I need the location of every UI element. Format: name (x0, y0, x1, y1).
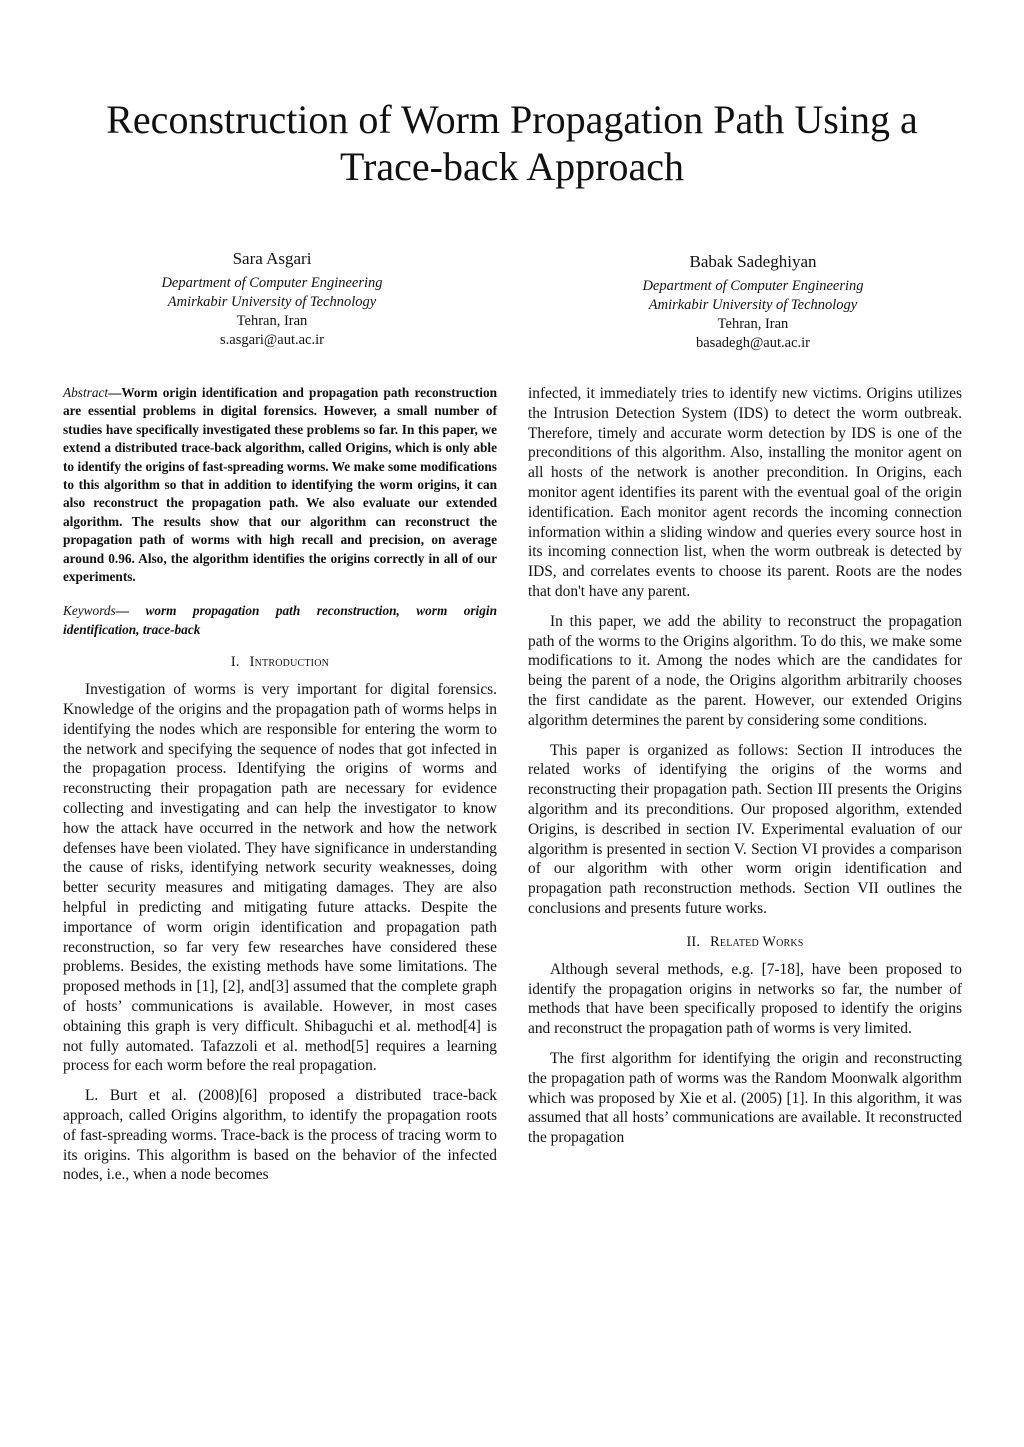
intro-paragraph-2-continued: infected, it immediately tries to identify new victims. Origins utilizes the Intrusion Detection System (IDS) to detect the worm outbreak. Therefore, timely and accurate worm detection by IDS is one of the preconditions of this algorithm. Also, installing the monitor agent on all hosts of the network is another precondition. In Origins, each monitor agent identifies its parent with the eventual goal of the origin identification. Each monitor agent records the incoming connection information within a sliding window and queries every source host in its incoming connection list, when the worm outbreak is detected by IDS, and correlates events to choose its parent. Roots are the nodes that don't have any parent. (528, 385, 962, 600)
related-paragraph-1: Although several methods, e.g. [7-18], have been proposed to identify the propagation origins in networks so far, the number of methods that have been specifically proposed to identify the origins and reconstruct the propagation path of worms is very limited. (528, 960, 962, 1038)
section-number: II. (686, 933, 701, 950)
keywords-text: — worm propagation path reconstruction, worm origin identification, trace-back (63, 603, 497, 637)
section-title: Related Works (710, 933, 804, 950)
author-name: Babak Sadeghiyan (689, 252, 817, 271)
right-column (528, 384, 962, 1148)
keywords (63, 602, 497, 639)
author-department: Department of Computer Engineering (161, 275, 383, 291)
section-heading-related-works (528, 933, 962, 952)
author-location: Tehran, Iran (717, 316, 789, 332)
section-title: Introduction (249, 654, 330, 671)
intro-paragraph-3: In this paper, we add the ability to reconstruct the propagation path of the worms to the Origins algorithm. To do this, we make some modifications to it. Among the nodes which are the candidates for being the parent of a node, the Origins algorithm arbitrarily chooses the first candidate as the parent. However, our extended Origins algorithm determines the parent by considering some conditions. (528, 612, 962, 729)
author-block-2 (583, 251, 923, 353)
paper-title: Reconstruction of Worm Propagation Path Using a Trace-back Approach (106, 97, 918, 189)
intro-paragraph-4: This paper is organized as follows: Section II introduces the related works of identifying the origins of the worms and reconstructing their propagation path. Section III presents the Origins algorithm and its preconditions. Our proposed algorithm, extended Origins, is described in section IV. Experimental evaluation of our algorithm is presented in section V. Section VI provides a comparison of our algorithm with other worm origin identification and propagation path reconstruction methods. Section VII outlines the conclusions and presents future works. (528, 741, 962, 917)
left-column (63, 384, 497, 1185)
author-email: basadegh@aut.ac.ir (696, 335, 810, 351)
section-number: I. (230, 654, 240, 671)
abstract (63, 384, 497, 586)
abstract-text: —Worm origin identification and propagation path reconstruction are essential problems in digital forensics. However, a small number of studies have specifically investigated these problems so far. In this paper, we extend a distributed trace-back algorithm, called Origins, which is only able to identify the origins of fast-spreading worms. We make some modifications to this algorithm so that in addition to identifying the worm origins, it can also reconstruct the propagation path. We also evaluate our extended algorithm. The results show that our algorithm can reconstruct the propagation path of worms with high recall and precision, on average around 0.96. Also, the algorithm identifies the origins correctly in all of our experiments. (63, 385, 497, 585)
author-university: Amirkabir University of Technology (167, 294, 377, 310)
section-heading-introduction (63, 653, 497, 672)
author-name: Sara Asgari (232, 249, 312, 268)
abstract-label: Abstract (63, 385, 109, 400)
intro-paragraph-2: L. Burt et al. (2008)[6] proposed a distributed trace-back approach, called Origins algorithm, to identify the propagation roots of fast-spreading worms. Trace-back is the process of tracing worm to its origins. This algorithm is based on the behavior of the infected nodes, i.e., when a node becomes (63, 1087, 497, 1184)
author-block-1 (102, 248, 442, 350)
author-email: s.asgari@aut.ac.ir (220, 332, 324, 348)
author-location: Tehran, Iran (236, 313, 308, 329)
keywords-label: Keywords (63, 603, 116, 619)
author-university: Amirkabir University of Technology (648, 297, 858, 313)
author-department: Department of Computer Engineering (642, 278, 864, 294)
intro-paragraph-1: Investigation of worms is very important for digital forensics. Knowledge of the origins and the propagation path of worms helps in identifying the nodes which are responsible for entering the worm to the network and specifying the sequence of nodes that got infected in the propagation process. Identifying the origins of worms and reconstructing their propagation path are necessary for evidence collecting and investigating and can help the investigator to know how the attack have occurred in the network and how the network defenses have been violated. They have significance in understanding the cause of risks, identifying network security weaknesses, doing better security measures and mitigating damages. They are also helpful in predicting and mitigating future attacks. Despite the importance of worm origin identification and propagation path reconstruction, so far very few researches have considered these problems. Besides, the existing methods have some limitations. The proposed methods in [1], [2], and[3] assumed that the complete graph of hosts’ communications is available. However, in most cases obtaining this graph is very difficult. Shibaguchi et al. method[4] is not fully automated. Tafazzoli et al. method[5] requires a learning process for each worm before the real propagation. (63, 681, 497, 1075)
related-paragraph-2: The first algorithm for identifying the origin and reconstructing the propagation path of worms was the Random Moonwalk algorithm which was proposed by Xie et al. (2005) [1]. In this algorithm, it was assumed that all hosts’ communications are available. It reconstructed the propagation (528, 1049, 962, 1147)
